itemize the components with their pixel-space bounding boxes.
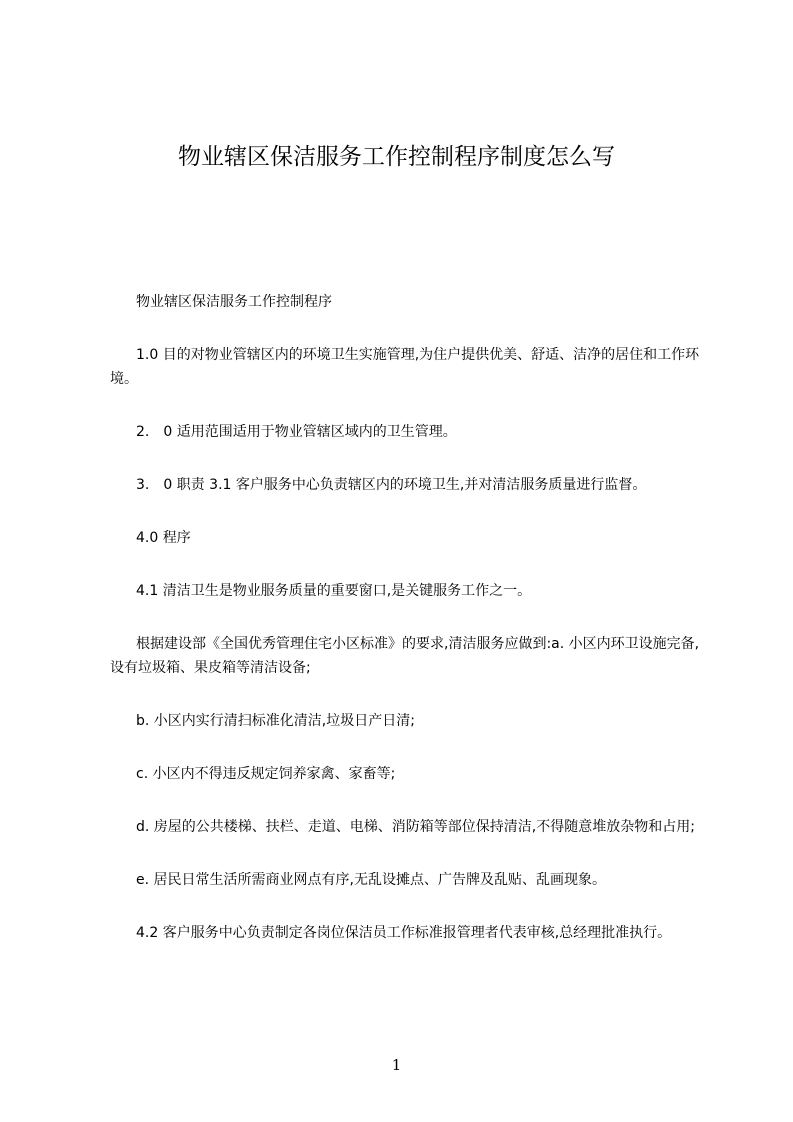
paragraph-scope: 2. 0 适用范围适用于物业管辖区域内的卫生管理。 <box>136 424 457 440</box>
paragraph-item-b: b. 小区内实行清扫标准化清洁,垃圾日产日清; <box>136 713 415 729</box>
paragraph-item-c: c. 小区内不得违反规定饲养家禽、家畜等; <box>136 766 396 782</box>
document-body <box>110 290 712 974</box>
page-number: 1 <box>391 1056 402 1074</box>
document-title: 物业辖区保洁服务工作控制程序制度怎么写 <box>178 144 615 170</box>
paragraph-4-1: 4.1 清洁卫生是物业服务质量的重要窗口,是关键服务工作之一。 <box>136 583 532 599</box>
paragraph-item-d: d. 房屋的公共楼梯、扶栏、走道、电梯、消防箱等部位保持清洁,不得随意堆放杂物和占用; <box>136 819 695 835</box>
paragraph-4-2: 4.2 客户服务中心负责制定各岗位保洁员工作标准报管理者代表审核,总经理批准执行。 <box>136 925 672 941</box>
paragraph-standard: 根据建设部《全国优秀管理住宅小区标准》的要求,清洁服务应做到:a. 小区内环卫设施完备,设有垃圾箱、果皮箱等清洁设备; <box>110 636 700 676</box>
paragraph-procedure: 4.0 程序 <box>136 530 191 546</box>
paragraph-purpose: 1.0 目的对物业管辖区内的环境卫生实施管理,为住户提供优美、舒适、洁净的居住和工作环境。 <box>110 347 700 387</box>
paragraph-heading: 物业辖区保洁服务工作控制程序 <box>136 294 332 310</box>
paragraph-responsibility: 3. 0 职责 3.1 客户服务中心负责辖区内的环境卫生,并对清洁服务质量进行监督。 <box>136 477 647 493</box>
paragraph-item-e: e. 居民日常生活所需商业网点有序,无乱设摊点、广告牌及乱贴、乱画现象。 <box>136 872 606 888</box>
